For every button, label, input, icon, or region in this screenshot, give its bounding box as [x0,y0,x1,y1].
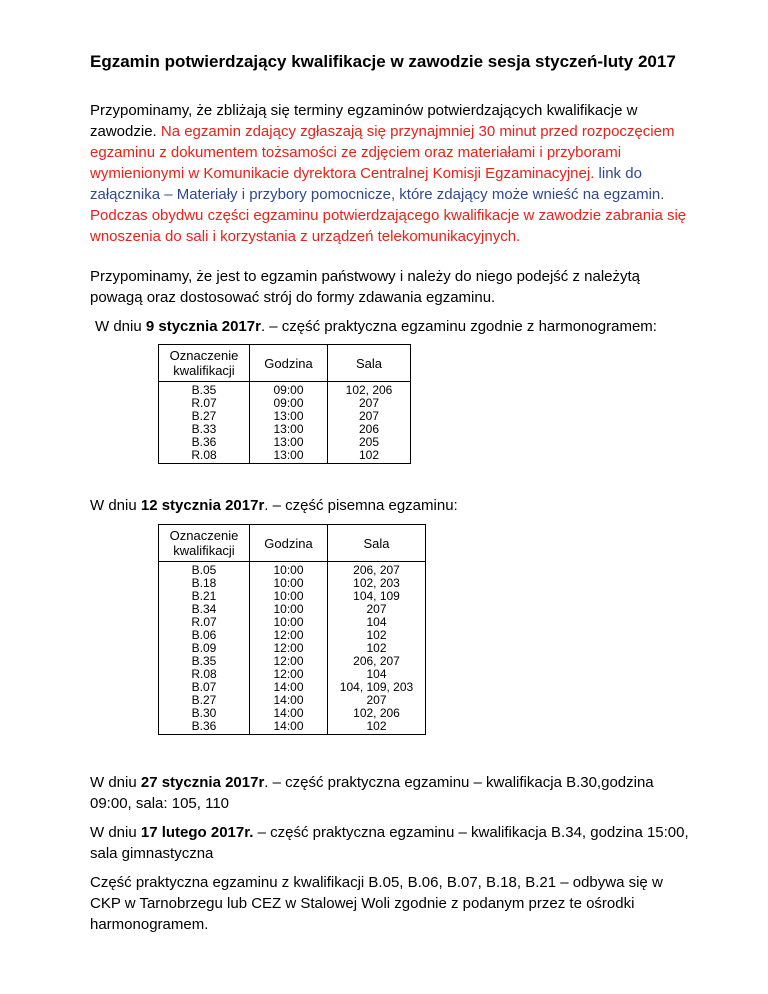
table-cell-time: 13:00 [273,435,304,449]
day1-heading [95,316,755,337]
table-cell-code: B.34 [191,602,217,616]
table-cell-time: 14:00 [273,719,304,733]
table-cell-room: 207 [366,693,387,707]
table-cell-time: 10:00 [273,589,304,603]
table-cell-room: 104, 109, 203 [339,680,414,694]
table-cell-code: B.27 [191,409,217,423]
table-cell-time: 12:00 [273,641,304,655]
table-cell-code: B.33 [191,422,217,436]
day2-heading [90,495,690,516]
day4-prefix: W dniu [90,824,141,841]
day2-prefix: W dniu [90,497,141,514]
table-cell-time: 10:00 [273,615,304,629]
table-cell-time: 10:00 [273,602,304,616]
table-cell-code: B.35 [191,654,217,668]
table-cell-code: B.21 [191,589,217,603]
qualification-column [159,562,250,735]
table-cell-time: 13:00 [273,448,304,462]
day2-date: 12 stycznia 2017r [140,497,265,514]
table-cell-room: 104, 109 [353,589,400,603]
table-cell-code: R.07 [191,396,217,410]
reminder-paragraph: Przypominamy, że jest to egzamin państwowy i należy do niego podejść z należytą powagą oraz dostosować strój do formy zdawania egzaminu. [90,268,640,306]
attachment-link[interactable]: link do załącznika – Materiały i przybory pomocnicze, które zdający może wnieść na egzamin. [90,165,665,203]
day4-paragraph [90,822,690,864]
table-cell-room: 102, 206 [345,383,393,397]
table-cell-room: 102 [366,719,387,733]
header-time: Godzina [250,345,328,382]
day3-paragraph [90,772,690,814]
header-qualification: Oznaczenie kwalifikacji [159,525,250,562]
table-cell-room: 207 [358,409,380,423]
table-cell-code: B.07 [191,680,217,694]
table-cell-code: R.08 [191,667,217,681]
table-cell-time: 09:00 [273,383,304,397]
table-cell-code: B.36 [191,719,217,733]
header-room: Sala [328,345,411,382]
table-header-row [159,345,411,382]
table-cell-time: 12:00 [273,628,304,642]
room-column [328,382,411,464]
table-cell-room: 206 [358,422,380,436]
table-cell-time: 14:00 [273,706,304,720]
intro-device-warning: Podczas obydwu części egzaminu potwierdzającego kwalifikacje w zawodzie zabrania się wnoszenia do sali i korzystania z urządzeń telekomunikacyjnych. [90,207,687,245]
qualification-column [159,382,250,464]
table-cell-time: 12:00 [273,667,304,681]
table-cell-code: B.06 [191,628,217,642]
day4-suffix: – część praktyczna egzaminu – kwalifikacja B.34, godzina 15:00, sala gimnastyczna [90,824,689,862]
day3-prefix: W dniu [90,774,141,791]
table-cell-code: B.05 [191,563,217,577]
day1-schedule-table [158,344,411,464]
table-body-row [159,382,411,464]
day1-prefix: W dniu [95,318,146,335]
day1-date: 9 stycznia 2017r [145,318,261,335]
room-column [328,562,426,735]
table-cell-room: 102, 203 [353,576,400,590]
table-cell-code: B.09 [191,641,217,655]
table-cell-time: 10:00 [273,563,304,577]
table-cell-code: B.30 [191,706,217,720]
table-header-row [159,525,426,562]
table-cell-room: 102 [366,628,387,642]
intro-text: Przypominamy, że zbliżają się terminy egzaminów potwierdzających kwalifikacje w zawodzie. [90,102,638,140]
table-body-row [159,562,426,735]
table-cell-time: 14:00 [273,693,304,707]
table-cell-code: B.18 [191,576,217,590]
table-cell-room: 102 [366,641,387,655]
table-cell-code: B.36 [191,435,217,449]
header-time: Godzina [250,525,328,562]
day2-schedule-table [158,524,426,735]
day2-suffix: . – część pisemna egzaminu: [264,497,458,514]
table-cell-room: 104 [366,615,387,629]
table-cell-room: 207 [358,396,380,410]
table-cell-code: B.27 [191,693,217,707]
table-cell-room: 205 [358,435,380,449]
time-column [250,382,328,464]
table-cell-code: R.08 [191,448,217,462]
table-cell-room: 206, 207 [353,563,400,577]
table-cell-code: B.35 [191,383,217,397]
table-cell-time: 13:00 [273,422,304,436]
table-cell-time: 13:00 [273,409,304,423]
intro-warning-text: Na egzamin zdający zgłaszają się przynajmniej 30 minut przed rozpoczęciem egzaminu z dokumentem tożsamości ze zdjęciem oraz materiałami i przyborami wymienionymi w Komunikacie dyrektora Centralnej Komisji Egzaminacyjnej. [90,123,675,182]
table-cell-room: 207 [366,602,387,616]
page-title: Egzamin potwierdzający kwalifikacje w zawodzie sesja styczeń-luty 2017 [90,52,676,71]
header-room: Sala [328,525,426,562]
day4-date: 17 lutego 2017r. [140,824,254,841]
table-cell-time: 12:00 [273,654,304,668]
intro-paragraph [90,100,690,247]
closing-paragraph: Część praktyczna egzaminu z kwalifikacji B.05, B.06, B.07, B.18, B.21 – odbywa się w CKP w Tarnobrzegu lub CEZ w Stalowej Woli zgodnie z podanym przez te ośrodki harmonogramem. [90,874,663,933]
day1-suffix: . – część praktyczna egzaminu zgodnie z harmonogramem: [260,318,657,335]
table-cell-code: R.07 [191,615,217,629]
table-cell-room: 104 [366,667,387,681]
time-column [250,562,328,735]
header-qualification: Oznaczenie kwalifikacji [159,345,250,382]
table-cell-time: 09:00 [273,396,304,410]
table-cell-room: 102 [358,448,380,462]
table-cell-room: 102, 206 [353,706,400,720]
day3-suffix: . – część praktyczna egzaminu – kwalifikacja B.30,godzina 09:00, sala: 105, 110 [90,774,654,812]
table-cell-time: 14:00 [273,680,304,694]
day3-date: 27 stycznia 2017r [140,774,265,791]
table-cell-time: 10:00 [273,576,304,590]
table-cell-room: 206, 207 [353,654,400,668]
